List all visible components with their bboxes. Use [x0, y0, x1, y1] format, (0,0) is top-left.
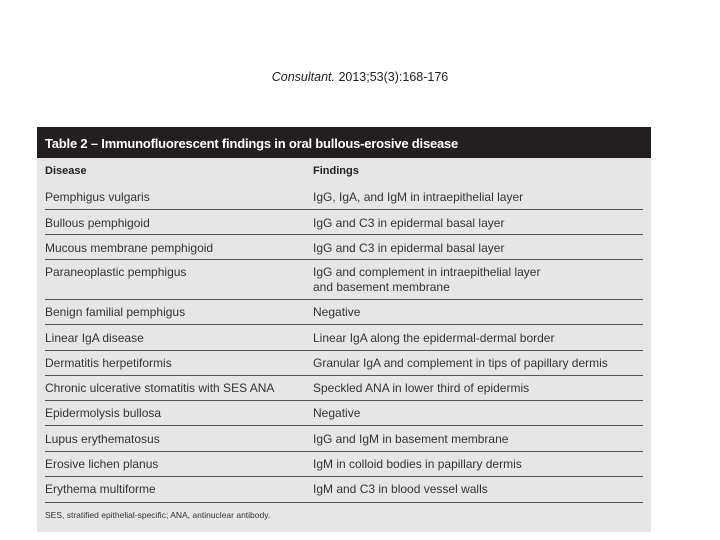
- findings-cell: [313, 457, 522, 472]
- findings-text: IgG, IgA, and IgM in intraepithelial layer: [313, 190, 524, 204]
- findings-text: IgG and C3 in epidermal basal layer: [313, 241, 505, 255]
- table-row: [45, 482, 643, 503]
- findings-text: Negative: [313, 406, 361, 420]
- findings-text: Granular IgA and complement in tips of papillary dermis: [313, 356, 608, 370]
- findings-text: IgM in colloid bodies in papillary dermis: [313, 457, 522, 471]
- table-title: Table 2 – Immunofluorescent findings in oral bullous-erosive disease: [37, 127, 651, 158]
- disease-cell: Paraneoplastic pemphigus: [45, 265, 187, 279]
- disease-cell: Mucous membrane pemphigoid: [45, 241, 214, 255]
- header-findings: Findings: [313, 165, 359, 177]
- findings-text: Speckled ANA in lower third of epidermis: [313, 381, 530, 395]
- table-row: [45, 190, 643, 210]
- findings-cell: [313, 216, 504, 231]
- table-row: [45, 331, 643, 351]
- disease-cell: Chronic ulcerative stomatitis with SES ANA: [45, 381, 275, 395]
- findings-cell: [313, 381, 529, 396]
- findings-table: [37, 127, 651, 532]
- disease-cell: Epidermolysis bullosa: [45, 406, 162, 420]
- table-row: [45, 432, 643, 452]
- findings-text-cont: and basement membrane: [313, 280, 450, 294]
- findings-cell: [313, 241, 504, 256]
- findings-text: IgM and C3 in blood vessel walls: [313, 482, 488, 496]
- column-headers: [45, 165, 643, 181]
- footnote: SES, stratified epithelial-specific; ANA, antinuclear antibody.: [45, 510, 271, 520]
- findings-text: Negative: [313, 305, 361, 319]
- findings-cell: [313, 482, 488, 497]
- journal-name: Consultant.: [271, 70, 335, 84]
- table-row: [45, 241, 643, 260]
- findings-cell: [313, 305, 360, 320]
- disease-cell: Benign familial pemphigus: [45, 305, 186, 319]
- table-row: [45, 406, 643, 426]
- disease-cell: Linear IgA disease: [45, 331, 144, 345]
- disease-cell: Dermatitis herpetiformis: [45, 356, 172, 370]
- findings-cell: [313, 432, 508, 447]
- disease-cell: Pemphigus vulgaris: [45, 190, 150, 204]
- findings-cell: [313, 356, 608, 371]
- disease-cell: Erythema multiforme: [45, 482, 156, 496]
- header-disease: Disease: [45, 165, 87, 177]
- table-row: [45, 457, 643, 477]
- findings-cell: [313, 406, 360, 421]
- table-row: [45, 381, 643, 401]
- citation-details: 2013;53(3):168-176: [334, 70, 449, 84]
- disease-cell: Erosive lichen planus: [45, 457, 159, 471]
- table-row: [45, 305, 643, 325]
- findings-cell: [313, 331, 554, 346]
- findings-text: Linear IgA along the epidermal-dermal border: [313, 331, 555, 345]
- table-row: [45, 356, 643, 376]
- findings-text: IgG and complement in intraepithelial layer: [313, 265, 541, 279]
- disease-cell: Bullous pemphigoid: [45, 216, 150, 230]
- findings-text: IgG and IgM in basement membrane: [313, 432, 509, 446]
- disease-cell: Lupus erythematosus: [45, 432, 160, 446]
- findings-cell: [313, 190, 523, 205]
- findings-text: IgG and C3 in epidermal basal layer: [313, 216, 505, 230]
- table-row: [45, 265, 643, 300]
- findings-cell: [313, 265, 540, 295]
- table-row: [45, 216, 643, 235]
- citation: [0, 70, 720, 84]
